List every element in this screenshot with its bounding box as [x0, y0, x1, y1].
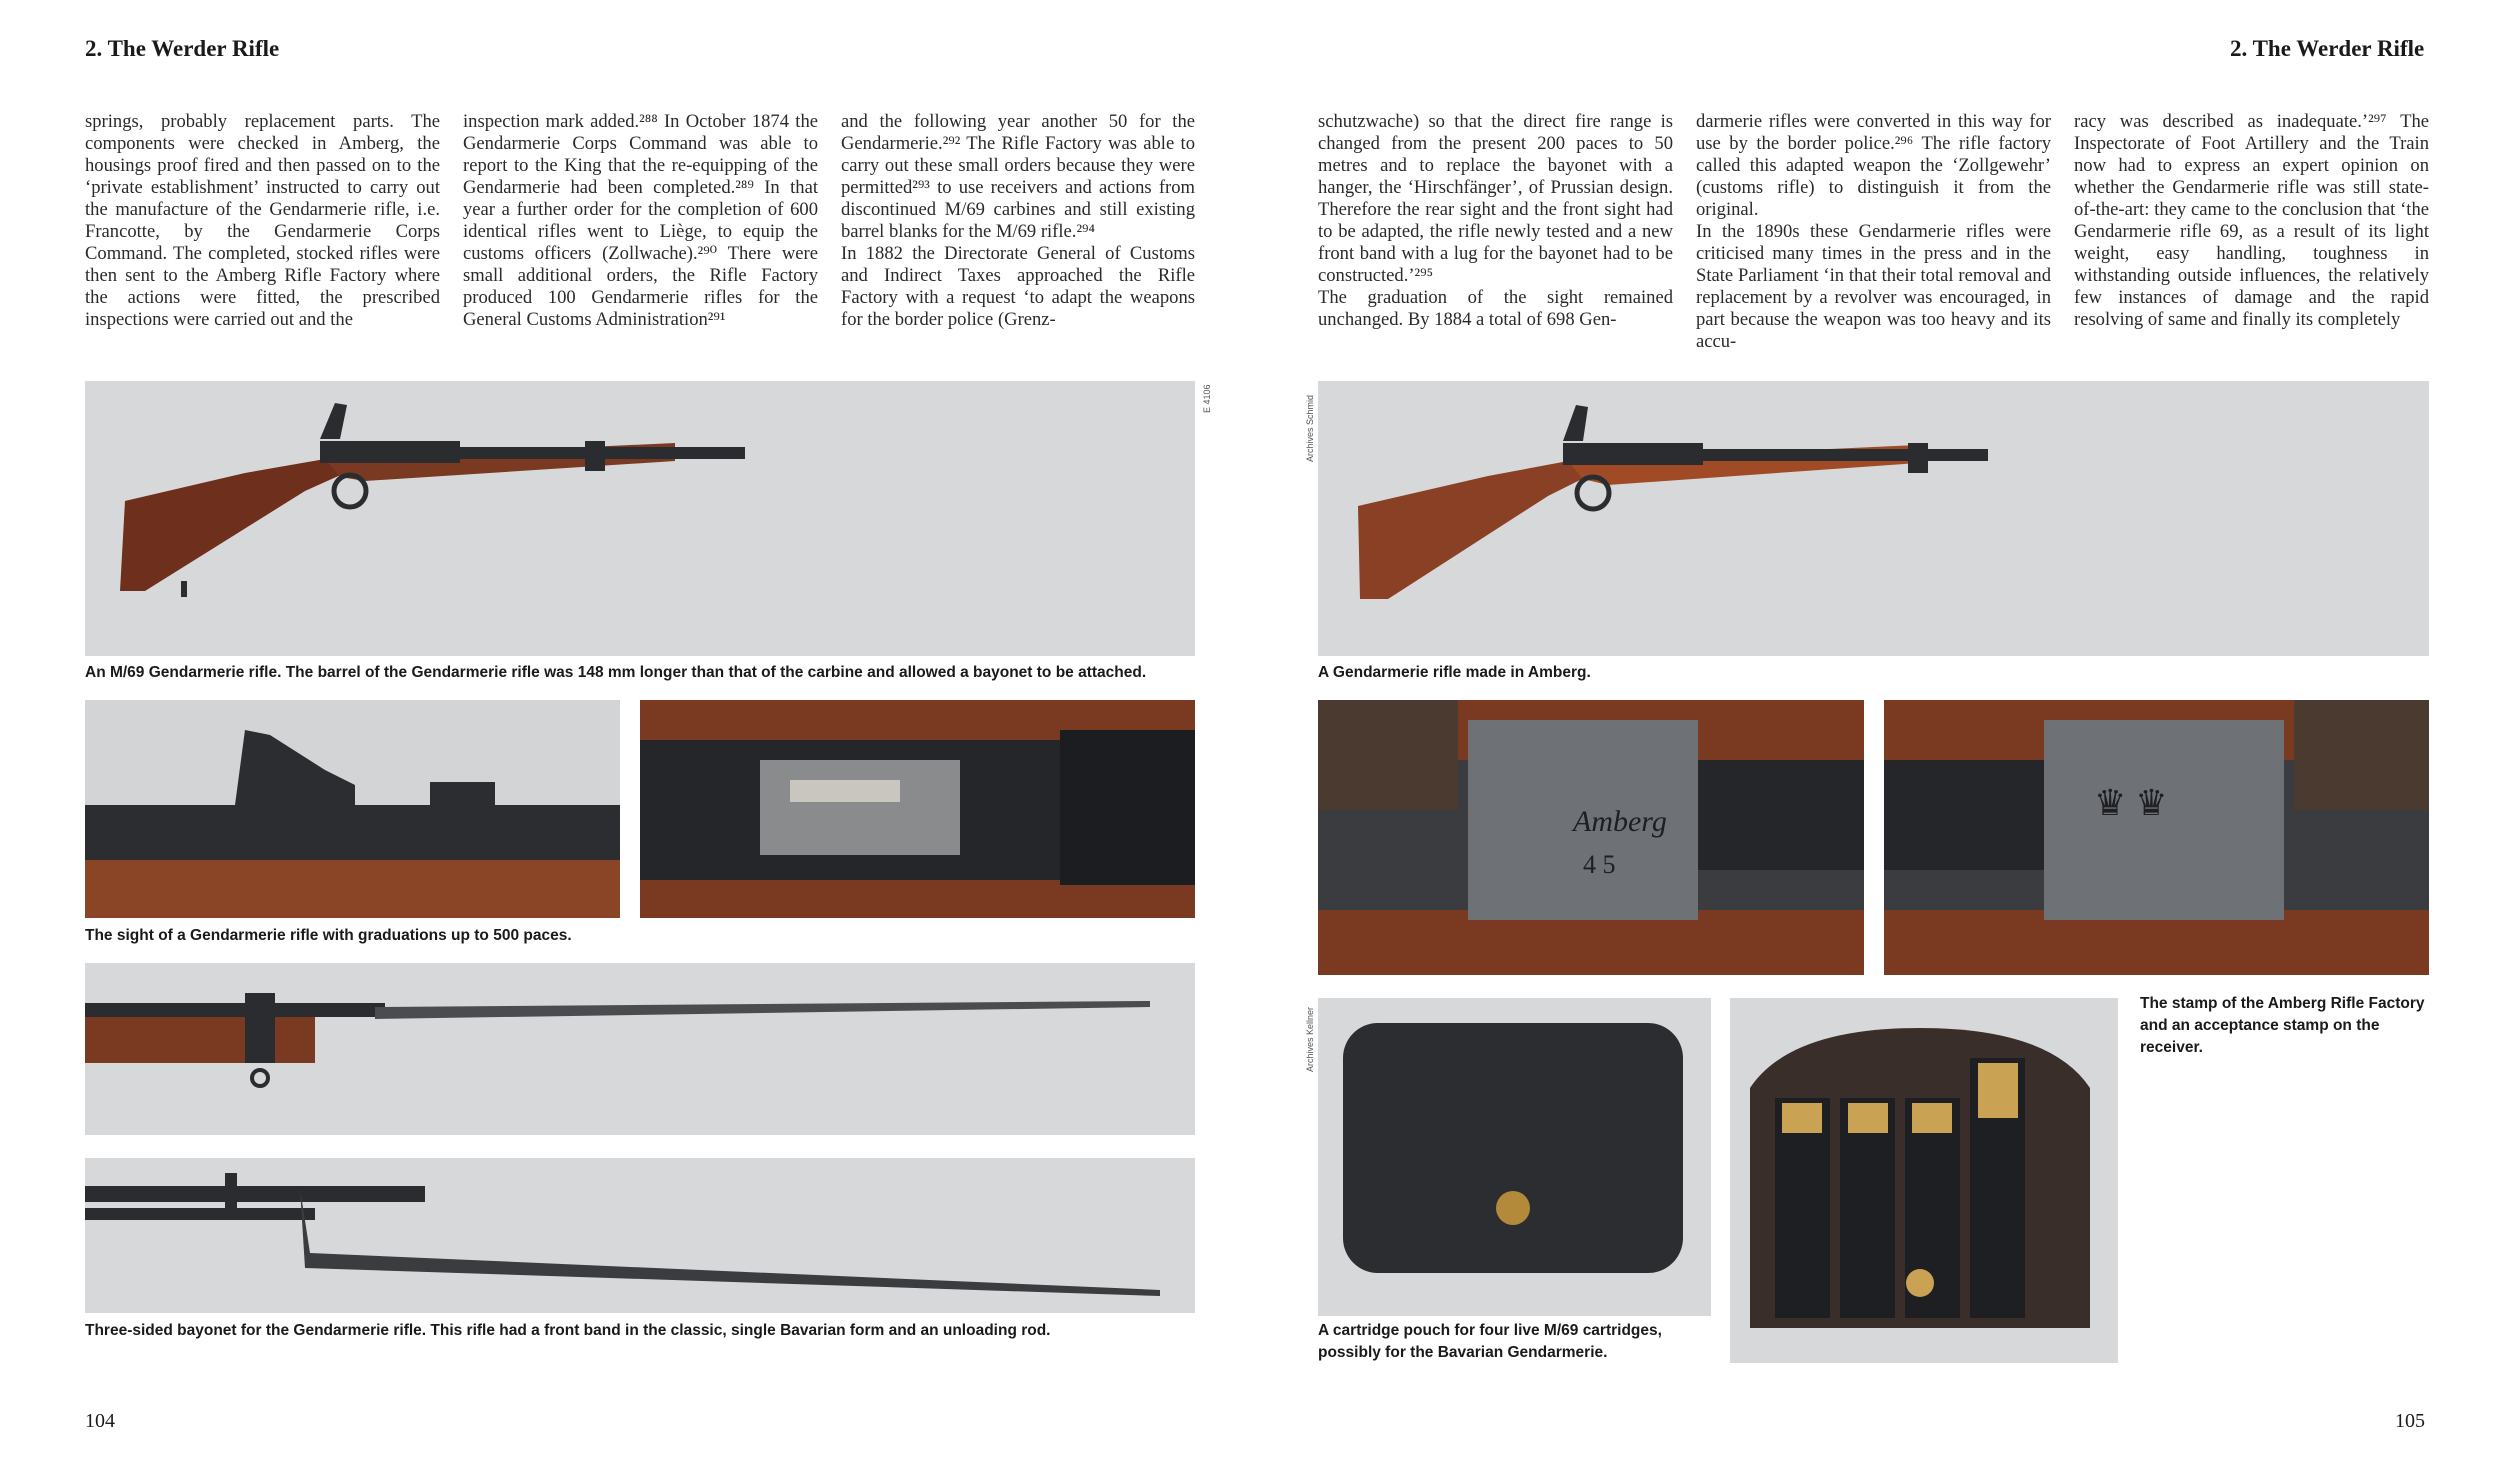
text-column: darmerie rifles were converted in this way for use by the border police.²⁹⁶ The rifle factory called this adapted weapon the ‘Zollgewehr’ (customs rifle) to distinguish it from the original. In the 1890s these Gendarmerie rifles were criticised many times in the press and in the State Parliament ‘in that their total removal and replacement by a revolver was encouraged, in part because the weapon was too heavy and its accu-	[1696, 111, 2051, 352]
rifle-photo-amberg	[1318, 381, 2429, 656]
text-column: inspection mark added.²⁸⁸ In October 1874 the Gendarmerie Corps Command was able to report to the King that the re-equipping of the Gendarmerie had been completed.²⁸⁹ In that year a further order for the completion of 600 identical rifles went to Liège, to equip the customs officers (Zollwache).²⁹⁰ There were small additional orders, the Rifle Factory produced 100 Gendarmerie rifles for the General Customs Administration²⁹¹	[463, 111, 818, 330]
bayonet-photo	[85, 963, 1195, 1135]
crown-mark: ♛ ♛	[2094, 783, 2168, 823]
caption-pouch: A cartridge pouch for four live M/69 cartridges, possibly for the Bavarian Gendarmerie.	[1318, 1322, 1662, 1361]
caption-bayonet: Three-sided bayonet for the Gendarmerie rifle. This rifle had a front band in the classic, single Bavarian form and an unloading rod.	[85, 1322, 1051, 1339]
text-column: racy was described as inadequate.’²⁹⁷ The Inspectorate of Foot Artillery and the Train now had to express an expert opinion on whether the Gendarmerie rifle was still state-of-the-art: they came to the conclusion that ‘the Gendarmerie rifle 69, as a result of its light weight, easy handling, toughness in withstanding outside influences, the relatively few instances of damage and the rapid resolving of same and finally its completely	[2074, 111, 2429, 330]
page-number-left: 104	[85, 1410, 115, 1432]
text-column: springs, probably replacement parts. The components were checked in Amberg, the housings proof fired and then passed on to the ‘private establishment’ instructed to carry out the manufacture of the Gendarmerie rifle, i.e. Francotte, by the Gendarmerie Corps Command. The completed, stocked rifles were then sent to the Amberg Rifle Factory where the actions were fitted, the prescribed inspections were carried out and the	[85, 111, 440, 330]
running-head-right: 2. The Werder Rifle	[2230, 36, 2425, 61]
text-column: schutzwache) so that the direct fire range is changed from the present 200 paces to 50 metres and to replace the bayonet with a hanger, the ‘Hirschfänger’, of Prussian design. Therefore the rear sight and the front sight had to be adapted, the rifle newly tested and a new front band with a lug for the bayonet had to be constructed.’²⁹⁵ The graduation of the sight remained unchanged. By 1884 a total of 698 Gen-	[1318, 111, 1673, 330]
caption-sight: The sight of a Gendarmerie rifle with graduations up to 500 paces.	[85, 927, 572, 944]
photo-credit: Archives Kellner	[1305, 1006, 1315, 1072]
photo-credit: E 4106	[1202, 384, 1212, 413]
serial-number: 4 5	[1583, 850, 1616, 879]
rifle-photo	[85, 381, 1195, 656]
pouch-closed-photo	[1318, 998, 1711, 1316]
pouch-open-photo	[1730, 998, 2118, 1363]
caption-rifle-left: An M/69 Gendarmerie rifle. The barrel of the Gendarmerie rifle was 148 mm longer than that of the carbine and allowed a bayonet to be attached.	[85, 664, 1147, 681]
page-number-right: 105	[2395, 1410, 2425, 1432]
acceptance-stamp-photo	[1884, 700, 2429, 975]
photo-credit: Archives Schmid	[1305, 394, 1315, 462]
caption-rifle-right: A Gendarmerie rifle made in Amberg.	[1318, 664, 1591, 681]
caption-stamp: The stamp of the Amberg Rifle Factory and an acceptance stamp on the receiver.	[2140, 995, 2425, 1056]
stamp-marking: Amberg	[1573, 805, 1667, 838]
sight-top-photo	[640, 700, 1195, 918]
sight-photo	[85, 700, 620, 918]
amberg-stamp-photo	[1318, 700, 1864, 975]
running-head-left: 2. The Werder Rifle	[85, 36, 280, 61]
text-column: and the following year another 50 for the Gendarmerie.²⁹² The Rifle Factory was able to carry out these small orders because they were permitted²⁹³ to use receivers and actions from discontinued M/69 carbines and still existing barrel blanks for the M/69 rifle.²⁹⁴ In 1882 the Directorate General of Customs and Indirect Taxes approached the Rifle Factory with a request ‘to adapt the weapons for the border police (Grenz-	[841, 111, 1195, 330]
bayonet-detached-photo	[85, 1158, 1195, 1313]
